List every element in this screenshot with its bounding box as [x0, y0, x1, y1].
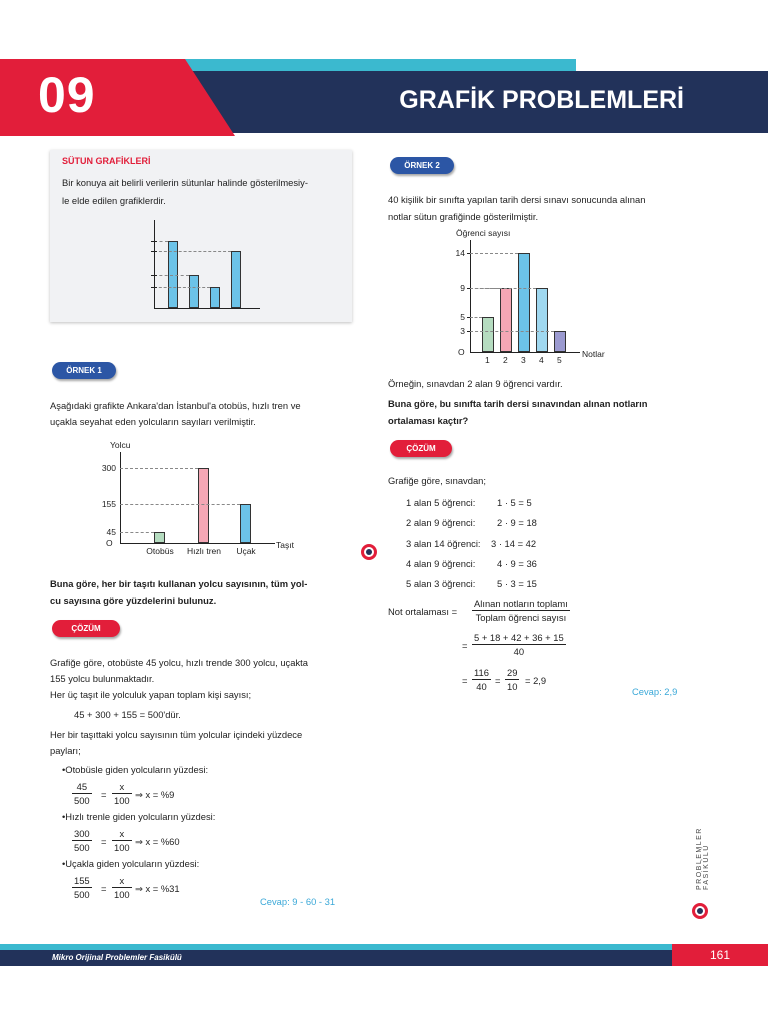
category-label: 2 — [503, 355, 508, 365]
ex1-bar-chart — [80, 440, 310, 562]
origin-label: O — [458, 347, 465, 357]
tick-label: 155 — [101, 499, 116, 510]
fraction: $\frac{x}{100}$ — [114, 875, 130, 900]
y-axis — [120, 452, 121, 543]
ex1-bullet-2: •Hızlı trenle giden yolcuların yüzdesi: — [62, 811, 216, 822]
result: ⇒ x = %31 — [135, 883, 180, 894]
bar-Hızlı tren — [198, 468, 209, 543]
y-axis — [470, 240, 471, 352]
ex2-sol-1: Grafiğe göre, sınavdan; — [388, 475, 486, 486]
ex2-row-value: 3 · 14 = 42 — [491, 538, 537, 549]
category-label: 4 — [539, 355, 544, 365]
fraction: $\frac{45}{500}$ — [74, 781, 90, 806]
gridline — [470, 331, 554, 332]
fraction: $\frac{5 + 18 + 42 + 36 + 15}{40}$ — [474, 632, 564, 657]
ex1-question-1: Buna göre, her bir taşıtı kullanan yolcu sayısının, tüm yol- — [50, 578, 308, 589]
tick — [151, 251, 157, 252]
fraction: $\frac{x}{100}$ — [114, 828, 130, 853]
category-label: Uçak — [236, 546, 256, 556]
ex1-solution-badge: ÇÖZÜM — [52, 620, 120, 637]
ex2-row-label: 4 alan 9 öğrenci: — [406, 558, 476, 569]
category-label: Hızlı tren — [186, 546, 221, 556]
bar — [189, 275, 199, 308]
gridline — [470, 253, 518, 254]
side-label: PROBLEMLER FASİKÜLÜ — [696, 827, 710, 890]
bar-Otobüs — [154, 532, 165, 543]
result: = 2,9 — [525, 675, 547, 686]
bar-grade-1 — [482, 317, 494, 352]
bar-grade-2 — [500, 288, 512, 352]
ex1-sol-3: Her üç taşıt ile yolculuk yapan toplam kişi sayısı; — [50, 689, 252, 700]
ex1-sol-2: 155 yolcu bulunmaktadır. — [50, 673, 155, 684]
tick-label: 5 — [460, 311, 465, 322]
x-axis — [470, 352, 580, 353]
ex2-row-value: 1 · 5 = 5 — [497, 497, 532, 508]
equals: = — [462, 640, 468, 651]
gridline — [470, 288, 536, 289]
tick — [151, 275, 157, 276]
ex1-text-2: uçakla seyahat eden yolcuların sayıları verilmiştir. — [50, 416, 256, 427]
tick-label: 300 — [101, 463, 116, 473]
category-label: 1 — [485, 355, 490, 365]
ex2-row-value: 4 · 9 = 36 — [497, 558, 537, 569]
example-2-badge: ÖRNEK 2 — [390, 157, 454, 174]
fraction: $\frac{116}{40}$ — [474, 667, 489, 692]
bar — [210, 287, 220, 308]
info-heading: SÜTUN GRAFİKLERİ — [62, 156, 151, 166]
ex2-solution-badge: ÇÖZÜM — [390, 440, 452, 457]
x-axis-label: Notlar — [582, 349, 605, 359]
origin-label: O — [106, 538, 113, 548]
equals: = — [101, 789, 107, 800]
equals: = — [495, 675, 501, 686]
ex2-row-label: 3 alan 14 öğrenci: — [406, 538, 481, 549]
y-axis — [154, 220, 155, 308]
ex1-sol-4: 45 + 300 + 155 = 500'dür. — [74, 709, 181, 720]
gridline — [470, 317, 482, 318]
ex2-bar-chart — [440, 226, 620, 365]
tick-label: 14 — [455, 248, 465, 258]
equals: = — [101, 836, 107, 847]
header-stripe — [180, 59, 576, 71]
equals: = — [101, 883, 107, 894]
equals: = — [462, 675, 468, 686]
fraction: $\frac{29}{10}$ — [507, 667, 518, 692]
y-axis-label: Yolcu — [110, 440, 131, 450]
gridline — [120, 504, 240, 505]
result: ⇒ x = %9 — [135, 789, 175, 800]
tick-label: 3 — [460, 325, 465, 336]
fraction: $\frac{155}{500}$ — [74, 875, 90, 900]
info-text-2: le elde edilen grafiklerdir. — [62, 195, 166, 206]
gridline — [120, 532, 154, 533]
bar — [231, 251, 241, 308]
fraction: Alınan notların toplamı Toplam öğrenci sayısı — [474, 598, 568, 623]
gridline — [120, 468, 198, 469]
gridline — [154, 251, 231, 252]
ex2-text-2: notlar sütun grafiğinde gösterilmiştir. — [388, 211, 539, 222]
ex2-question-2: ortalaması kaçtır? — [388, 415, 469, 426]
tick — [151, 287, 157, 288]
info-bar-chart — [150, 220, 260, 312]
bar-grade-5 — [554, 331, 566, 352]
y-axis-label: Öğrenci sayısı — [456, 228, 511, 238]
ex2-text-3: Örneğin, sınavdan 2 alan 9 öğrenci vardır. — [388, 378, 563, 389]
ex1-question-2: cu sayısına göre yüzdelerini bulunuz. — [50, 595, 217, 606]
tick — [151, 241, 157, 242]
x-axis — [120, 543, 275, 544]
ex2-row-label: 1 alan 5 öğrenci: — [406, 497, 476, 508]
bar-grade-3 — [518, 253, 530, 352]
bar-Uçak — [240, 504, 251, 543]
fraction: $\frac{x}{100}$ — [114, 781, 130, 806]
ex2-row-label: 2 alan 9 öğrenci: — [406, 517, 476, 528]
ex2-row-label: 5 alan 3 öğrenci: — [406, 578, 476, 589]
gridline — [154, 275, 189, 276]
ex2-answer: Cevap: 2,9 — [632, 686, 678, 697]
page-number: 161 — [672, 944, 768, 966]
tick-label: 9 — [460, 283, 465, 294]
example-1-badge: ÖRNEK 1 — [52, 362, 116, 379]
category-label: 5 — [557, 355, 562, 365]
average-label: Not ortalaması = — [388, 606, 458, 617]
ex1-bullet-1: •Otobüsle giden yolcuların yüzdesi: — [62, 764, 209, 775]
chapter-number: 09 — [38, 67, 96, 123]
fraction: $\frac{300}{500}$ — [74, 828, 90, 853]
ex1-sol-5: Her bir taşıttaki yolcu sayısının tüm yolcular içindeki yüzdece — [50, 729, 303, 740]
brand-logo — [361, 544, 377, 560]
result: ⇒ x = %60 — [135, 836, 180, 847]
x-axis — [154, 308, 260, 309]
tick-label: 45 — [106, 526, 116, 537]
ex1-bullet-3: •Uçakla giden yolcuların yüzdesi: — [62, 858, 200, 869]
ex1-text-1: Aşağıdaki grafikte Ankara'dan İstanbul'a otobüs, hızlı tren ve — [50, 400, 301, 411]
page-title: GRAFİK PROBLEMLERİ — [399, 86, 684, 114]
footer-text: Mikro Orijinal Problemler Fasikülü — [52, 953, 182, 962]
ex2-question-1: Buna göre, bu sınıfta tarih dersi sınavından alınan notların — [388, 398, 648, 409]
category-label: 3 — [521, 355, 526, 365]
ex1-answer: Cevap: 9 - 60 - 31 — [260, 896, 336, 907]
category-label: Otobüs — [146, 546, 174, 556]
ex2-row-value: 5 · 3 = 15 — [497, 578, 537, 589]
info-text-1: Bir konuya ait belirli verilerin sütunlar halinde gösterilmesiy- — [62, 177, 308, 188]
bar-grade-4 — [536, 288, 548, 352]
gridline — [154, 287, 210, 288]
x-axis-label: Taşıt — [276, 540, 294, 550]
ex2-row-value: 2 · 9 = 18 — [497, 517, 537, 528]
ex1-sol-6: payları; — [50, 745, 81, 756]
ex1-sol-1: Grafiğe göre, otobüste 45 yolcu, hızlı trende 300 yolcu, uçakta — [50, 657, 308, 668]
brand-logo — [692, 903, 708, 919]
ex2-text-1: 40 kişilik bir sınıfta yapılan tarih dersi sınavı sonucunda alınan — [388, 194, 646, 205]
